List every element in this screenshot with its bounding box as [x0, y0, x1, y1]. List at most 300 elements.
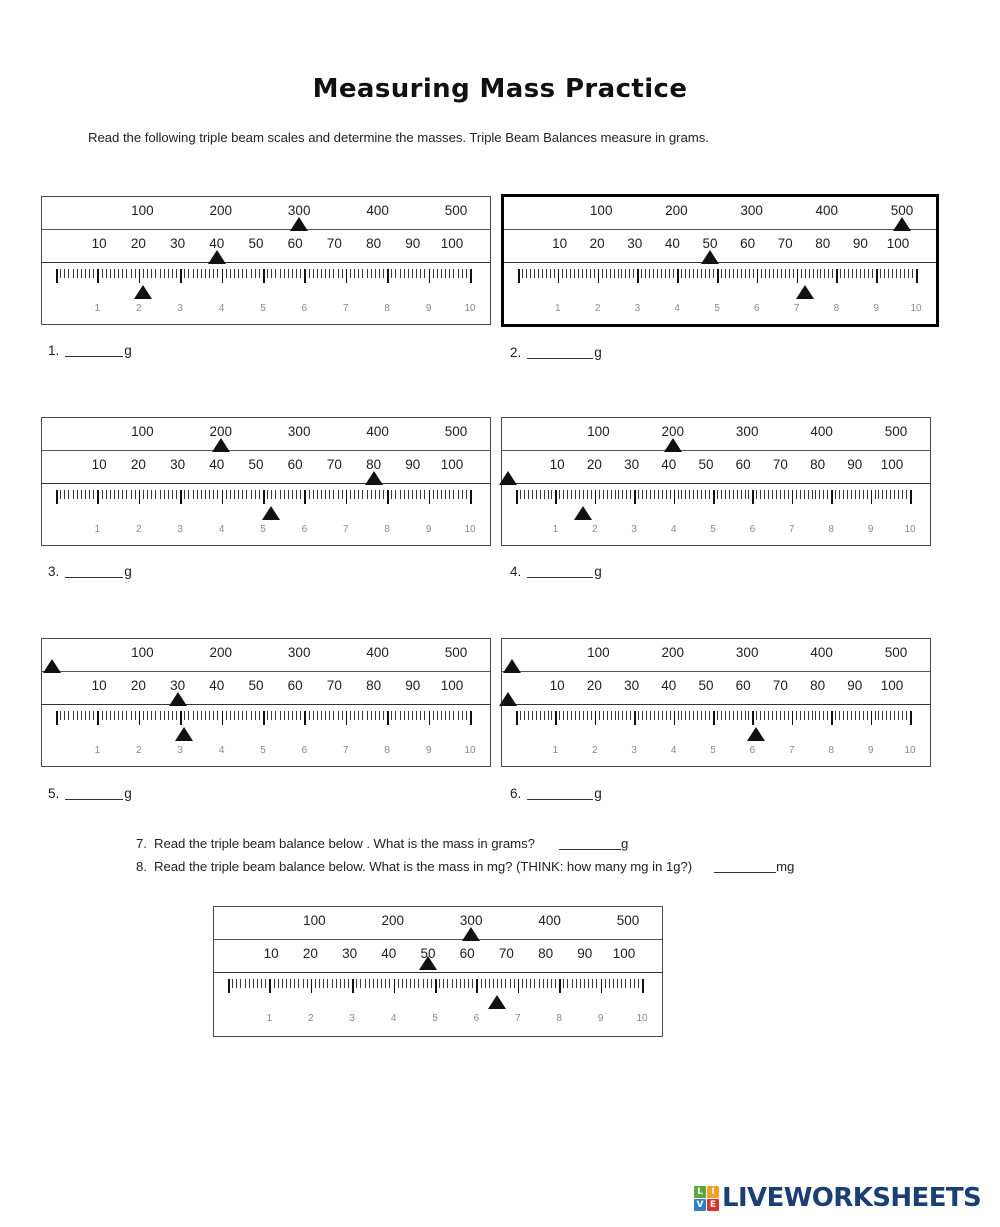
ruler-tick [342, 490, 343, 499]
middle-beam-label: 10 [552, 236, 568, 251]
ruler-tick [122, 711, 123, 720]
answer-input-3[interactable] [65, 577, 123, 578]
triple-beam-balance-2[interactable] [501, 194, 939, 327]
triple-beam-balance-5[interactable] [41, 638, 491, 767]
answer-input-2[interactable] [527, 358, 593, 359]
top-beam-7 [214, 907, 662, 940]
ruler-tick [571, 711, 572, 720]
answer-number: 1. [48, 343, 60, 358]
ruler-tick [354, 711, 355, 720]
ruler-tick [576, 979, 577, 988]
ruler-tick [180, 711, 182, 725]
triple-beam-balance-3[interactable] [41, 417, 491, 546]
middle-beam-label: 20 [130, 457, 146, 472]
middle-beam-rider[interactable] [419, 956, 437, 970]
ruler-tick [558, 269, 560, 283]
ruler-tick [630, 711, 631, 720]
fine-beam-label: 4 [218, 524, 225, 535]
middle-beam-label: 60 [735, 457, 751, 472]
ruler-tick [570, 269, 571, 278]
ruler-tick [288, 490, 289, 499]
ruler-tick [338, 711, 339, 720]
ruler-tick [64, 490, 65, 499]
question-answer-input[interactable] [714, 872, 776, 873]
ruler-tick [362, 490, 363, 499]
question-answer-input[interactable] [559, 849, 621, 850]
middle-beam-label: 40 [209, 678, 225, 693]
middle-beam-label: 100 [440, 678, 464, 693]
answer-unit: g [594, 564, 602, 579]
ruler-tick [559, 979, 561, 993]
ruler-tick [804, 711, 805, 720]
fine-beam-label: 5 [710, 745, 716, 756]
ruler-tick [650, 490, 651, 499]
ruler-tick [638, 711, 639, 720]
ruler-tick [420, 711, 421, 720]
ruler-tick [346, 490, 348, 504]
ruler-tick [567, 490, 568, 499]
ruler-tick [622, 711, 623, 720]
ruler-tick [524, 711, 525, 720]
middle-beam-rider[interactable] [499, 471, 517, 485]
logo-tiles [694, 1186, 719, 1211]
ruler-tick [242, 269, 243, 278]
ruler-tick [118, 269, 119, 278]
fine-beam-label: 3 [631, 745, 637, 756]
fine-beam-rider[interactable] [262, 506, 280, 520]
ruler-tick [296, 269, 297, 278]
ruler-tick [518, 269, 520, 283]
fine-beam-ruler [518, 269, 916, 285]
top-beam-rider[interactable] [43, 659, 61, 673]
ruler-tick [705, 269, 706, 278]
ruler-tick [131, 269, 132, 278]
ruler-tick [323, 979, 324, 988]
fine-beam-label: 3 [631, 524, 637, 535]
ruler-tick [559, 711, 560, 720]
ruler-tick [217, 711, 218, 720]
middle-beam-rider[interactable] [365, 471, 383, 485]
top-beam-label: 200 [209, 645, 233, 660]
ruler-tick [238, 711, 239, 720]
ruler-tick [595, 490, 597, 504]
top-beam-rider[interactable] [212, 438, 230, 452]
answer-row-6 [510, 786, 602, 801]
fine-beam-label: 7 [793, 303, 800, 314]
ruler-tick [280, 711, 281, 720]
ruler-tick [753, 269, 754, 278]
fine-beam-rider[interactable] [175, 727, 193, 741]
ruler-tick [292, 711, 293, 720]
middle-beam-label: 50 [248, 678, 264, 693]
fine-beam-label: 9 [425, 303, 432, 314]
middle-beam-label: 30 [170, 236, 186, 251]
ruler-tick [234, 490, 235, 499]
ruler-tick [307, 979, 308, 988]
middle-beam-rider[interactable] [208, 250, 226, 264]
ruler-tick [681, 269, 682, 278]
ruler-tick [571, 490, 572, 499]
ruler-tick [286, 979, 287, 988]
top-beam-rider[interactable] [893, 217, 911, 231]
triple-beam-balance-4[interactable] [501, 417, 931, 546]
ruler-tick [172, 490, 173, 499]
ruler-tick [147, 490, 148, 499]
middle-beam-rider[interactable] [169, 692, 187, 706]
fine-beam-3 [42, 484, 490, 546]
ruler-tick [592, 979, 593, 988]
ruler-tick [395, 490, 396, 499]
ruler-tick [263, 711, 265, 725]
ruler-tick [168, 269, 169, 278]
ruler-tick [645, 269, 646, 278]
ruler-tick [697, 711, 698, 720]
ruler-tick [784, 711, 785, 720]
fine-beam-rider[interactable] [796, 285, 814, 299]
ruler-tick [420, 269, 421, 278]
ruler-tick [910, 490, 912, 504]
ruler-tick [878, 711, 879, 720]
ruler-tick [709, 269, 710, 278]
ruler-tick [725, 711, 726, 720]
ruler-tick [674, 711, 676, 725]
ruler-tick [309, 269, 310, 278]
ruler-tick [575, 711, 576, 720]
ruler-tick [437, 711, 438, 720]
ruler-tick [662, 711, 663, 720]
middle-beam-label: 40 [209, 236, 225, 251]
ruler-tick [780, 711, 781, 720]
ruler-tick [391, 269, 392, 278]
ruler-tick [110, 490, 111, 499]
ruler-tick [882, 490, 883, 499]
ruler-tick [246, 269, 247, 278]
ruler-tick [435, 979, 437, 993]
ruler-tick [201, 711, 202, 720]
ruler-tick [526, 979, 527, 988]
triple-beam-balance-7[interactable] [213, 906, 663, 1037]
answer-input-5[interactable] [65, 799, 123, 800]
ruler-tick [801, 269, 802, 278]
ruler-tick [625, 979, 626, 988]
top-beam-label: 100 [303, 913, 326, 928]
fine-beam-label: 7 [789, 745, 795, 756]
ruler-tick [412, 711, 413, 720]
ruler-tick [230, 490, 231, 499]
answer-number: 2. [510, 345, 522, 360]
middle-beam-label: 90 [405, 457, 421, 472]
ruler-tick [155, 711, 156, 720]
ruler-tick [756, 490, 757, 499]
ruler-tick [135, 490, 136, 499]
ruler-tick [748, 711, 749, 720]
ruler-tick [453, 269, 454, 278]
fine-beam-rider[interactable] [488, 995, 506, 1009]
ruler-tick [741, 490, 742, 499]
ruler-tick [408, 711, 409, 720]
fine-beam-rider[interactable] [134, 285, 152, 299]
ruler-tick [389, 979, 390, 988]
ruler-tick [827, 711, 828, 720]
ruler-tick [253, 979, 254, 988]
ruler-tick [449, 711, 450, 720]
ruler-tick [278, 979, 279, 988]
top-beam-rider[interactable] [290, 217, 308, 231]
ruler-tick [685, 490, 686, 499]
ruler-tick [466, 490, 467, 499]
ruler-tick [520, 490, 521, 499]
ruler-tick [596, 979, 597, 988]
ruler-tick [304, 269, 306, 283]
ruler-tick [867, 490, 868, 499]
fine-beam-label: 10 [904, 745, 916, 756]
middle-beam-6 [502, 672, 930, 705]
ruler-tick [155, 269, 156, 278]
ruler-tick [352, 979, 354, 993]
ruler-tick [836, 269, 838, 283]
ruler-tick [445, 711, 446, 720]
ruler-tick [528, 711, 529, 720]
ruler-tick [800, 490, 801, 499]
ruler-tick [255, 269, 256, 278]
ruler-tick [717, 269, 719, 283]
middle-beam-label: 50 [420, 946, 436, 961]
ruler-tick [209, 490, 210, 499]
middle-beam-label: 60 [287, 236, 303, 251]
ruler-tick [367, 269, 368, 278]
middle-beam-rider[interactable] [499, 692, 517, 706]
fine-beam-label: 4 [670, 524, 677, 535]
middle-beam-rider[interactable] [701, 250, 719, 264]
ruler-tick [472, 979, 473, 988]
middle-beam-label: 10 [263, 946, 279, 961]
fine-beam-label: 3 [177, 303, 183, 314]
top-beam-label: 200 [661, 424, 685, 439]
ruler-tick [518, 979, 520, 993]
ruler-tick [269, 979, 271, 993]
ruler-tick [713, 269, 714, 278]
fine-beam-label: 4 [670, 745, 677, 756]
ruler-tick [894, 490, 895, 499]
ruler-tick [546, 269, 547, 278]
middle-beam-label: 10 [549, 678, 565, 693]
middle-beam-label: 20 [130, 678, 146, 693]
ruler-tick [375, 490, 376, 499]
ruler-tick [437, 490, 438, 499]
ruler-tick [122, 269, 123, 278]
fine-beam-label: 7 [789, 524, 795, 535]
ruler-tick [827, 490, 828, 499]
ruler-tick [890, 711, 891, 720]
logo-tile-e: E [707, 1199, 719, 1211]
ruler-tick [642, 979, 644, 993]
ruler-tick [824, 269, 825, 278]
ruler-tick [271, 711, 272, 720]
ruler-tick [562, 269, 563, 278]
ruler-tick [433, 490, 434, 499]
ruler-tick [433, 269, 434, 278]
top-beam-1 [42, 197, 490, 230]
ruler-tick [768, 711, 769, 720]
ruler-tick [275, 490, 276, 499]
ruler-tick [625, 269, 626, 278]
ruler-tick [408, 490, 409, 499]
ruler-tick [395, 269, 396, 278]
ruler-tick [554, 269, 555, 278]
ruler-tick [284, 711, 285, 720]
middle-beam-1 [42, 230, 490, 263]
top-beam-label: 400 [815, 203, 839, 218]
ruler-tick [445, 490, 446, 499]
ruler-tick [139, 490, 141, 504]
ruler-tick [769, 269, 770, 278]
ruler-tick [489, 979, 490, 988]
middle-beam-label: 60 [459, 946, 475, 961]
ruler-tick [910, 711, 912, 725]
middle-beam-label: 20 [302, 946, 318, 961]
top-beam-label: 100 [131, 203, 154, 218]
ruler-tick [721, 269, 722, 278]
ruler-tick [151, 711, 152, 720]
ruler-tick [689, 490, 690, 499]
middle-beam-label: 20 [586, 457, 602, 472]
ruler-tick [377, 979, 378, 988]
top-beam-label: 500 [884, 424, 908, 439]
middle-beam-label: 90 [405, 236, 421, 251]
ruler-tick [147, 711, 148, 720]
ruler-tick [77, 269, 78, 278]
ruler-tick [462, 490, 463, 499]
ruler-tick [391, 490, 392, 499]
ruler-tick [259, 490, 260, 499]
ruler-tick [840, 269, 841, 278]
middle-beam-label: 60 [287, 457, 303, 472]
fine-beam-7 [214, 973, 662, 1035]
ruler-tick [567, 711, 568, 720]
top-beam-rider[interactable] [503, 659, 521, 673]
ruler-tick [402, 979, 403, 988]
question-unit: g [620, 836, 629, 851]
ruler-tick [394, 979, 396, 993]
fine-beam-label: 8 [828, 745, 834, 756]
fine-beam-ruler [56, 711, 470, 727]
top-beam-label: 400 [810, 645, 833, 660]
ruler-tick [765, 269, 766, 278]
ruler-tick [344, 979, 345, 988]
middle-beam-label: 50 [698, 457, 714, 472]
ruler-tick [548, 490, 549, 499]
top-beam-label: 100 [131, 424, 154, 439]
ruler-tick [240, 979, 241, 988]
triple-beam-balance-1[interactable] [41, 196, 491, 325]
ruler-tick [579, 490, 580, 499]
ruler-tick [773, 269, 774, 278]
ruler-tick [812, 490, 813, 499]
ruler-tick [391, 711, 392, 720]
ruler-tick [607, 490, 608, 499]
middle-beam-label: 100 [440, 457, 464, 472]
ruler-tick [761, 269, 762, 278]
ruler-tick [114, 490, 115, 499]
ruler-tick [855, 490, 856, 499]
ruler-tick [193, 269, 194, 278]
ruler-tick [637, 269, 639, 283]
ruler-tick [309, 490, 310, 499]
fine-beam-label: 4 [674, 303, 680, 314]
top-beam-label: 500 [444, 203, 468, 218]
top-beam-rider[interactable] [664, 438, 682, 452]
ruler-tick [151, 490, 152, 499]
fine-beam-label: 1 [94, 524, 101, 535]
answer-input-6[interactable] [527, 799, 593, 800]
triple-beam-balance-6[interactable] [501, 638, 931, 767]
answer-input-4[interactable] [527, 577, 593, 578]
ruler-tick [385, 979, 386, 988]
ruler-tick [274, 979, 275, 988]
ruler-tick [114, 711, 115, 720]
ruler-tick [315, 979, 316, 988]
ruler-tick [77, 711, 78, 720]
ruler-tick [539, 979, 540, 988]
fine-beam-label: 7 [343, 745, 349, 756]
top-beam-label: 100 [587, 645, 610, 660]
ruler-tick [630, 490, 631, 499]
ruler-tick [859, 490, 860, 499]
ruler-tick [423, 979, 424, 988]
logo-tile-i: I [707, 1186, 719, 1198]
ruler-tick [805, 269, 806, 278]
ruler-tick [160, 269, 161, 278]
ruler-tick [416, 490, 417, 499]
fine-beam-ruler [56, 490, 470, 506]
fine-beam-rider[interactable] [574, 506, 592, 520]
ruler-tick [823, 490, 824, 499]
question-7 [136, 836, 628, 851]
answer-input-1[interactable] [65, 356, 123, 357]
top-beam-label: 500 [884, 645, 908, 660]
ruler-tick [126, 269, 127, 278]
fine-beam-label: 2 [136, 524, 142, 535]
ruler-tick [350, 490, 351, 499]
ruler-tick [856, 269, 857, 278]
fine-beam-label: 6 [749, 745, 756, 756]
fine-beam-label: 4 [390, 1013, 397, 1024]
ruler-tick [760, 711, 761, 720]
top-beam-label: 500 [616, 913, 640, 928]
fine-beam-2 [504, 263, 936, 325]
top-beam-label: 500 [890, 203, 914, 218]
ruler-tick [875, 490, 876, 499]
middle-beam-4 [502, 451, 930, 484]
ruler-tick [85, 490, 86, 499]
fine-beam-rider[interactable] [747, 727, 765, 741]
ruler-tick [756, 711, 757, 720]
ruler-tick [611, 490, 612, 499]
middle-beam-label: 100 [880, 457, 904, 472]
middle-beam-label: 40 [381, 946, 397, 961]
ruler-tick [670, 711, 671, 720]
ruler-tick [809, 269, 810, 278]
ruler-tick [626, 711, 627, 720]
ruler-tick [642, 711, 643, 720]
top-beam-rider[interactable] [462, 927, 480, 941]
ruler-tick [532, 711, 533, 720]
ruler-tick [271, 490, 272, 499]
ruler-tick [164, 269, 165, 278]
ruler-tick [379, 490, 380, 499]
ruler-tick [835, 711, 836, 720]
ruler-tick [172, 711, 173, 720]
